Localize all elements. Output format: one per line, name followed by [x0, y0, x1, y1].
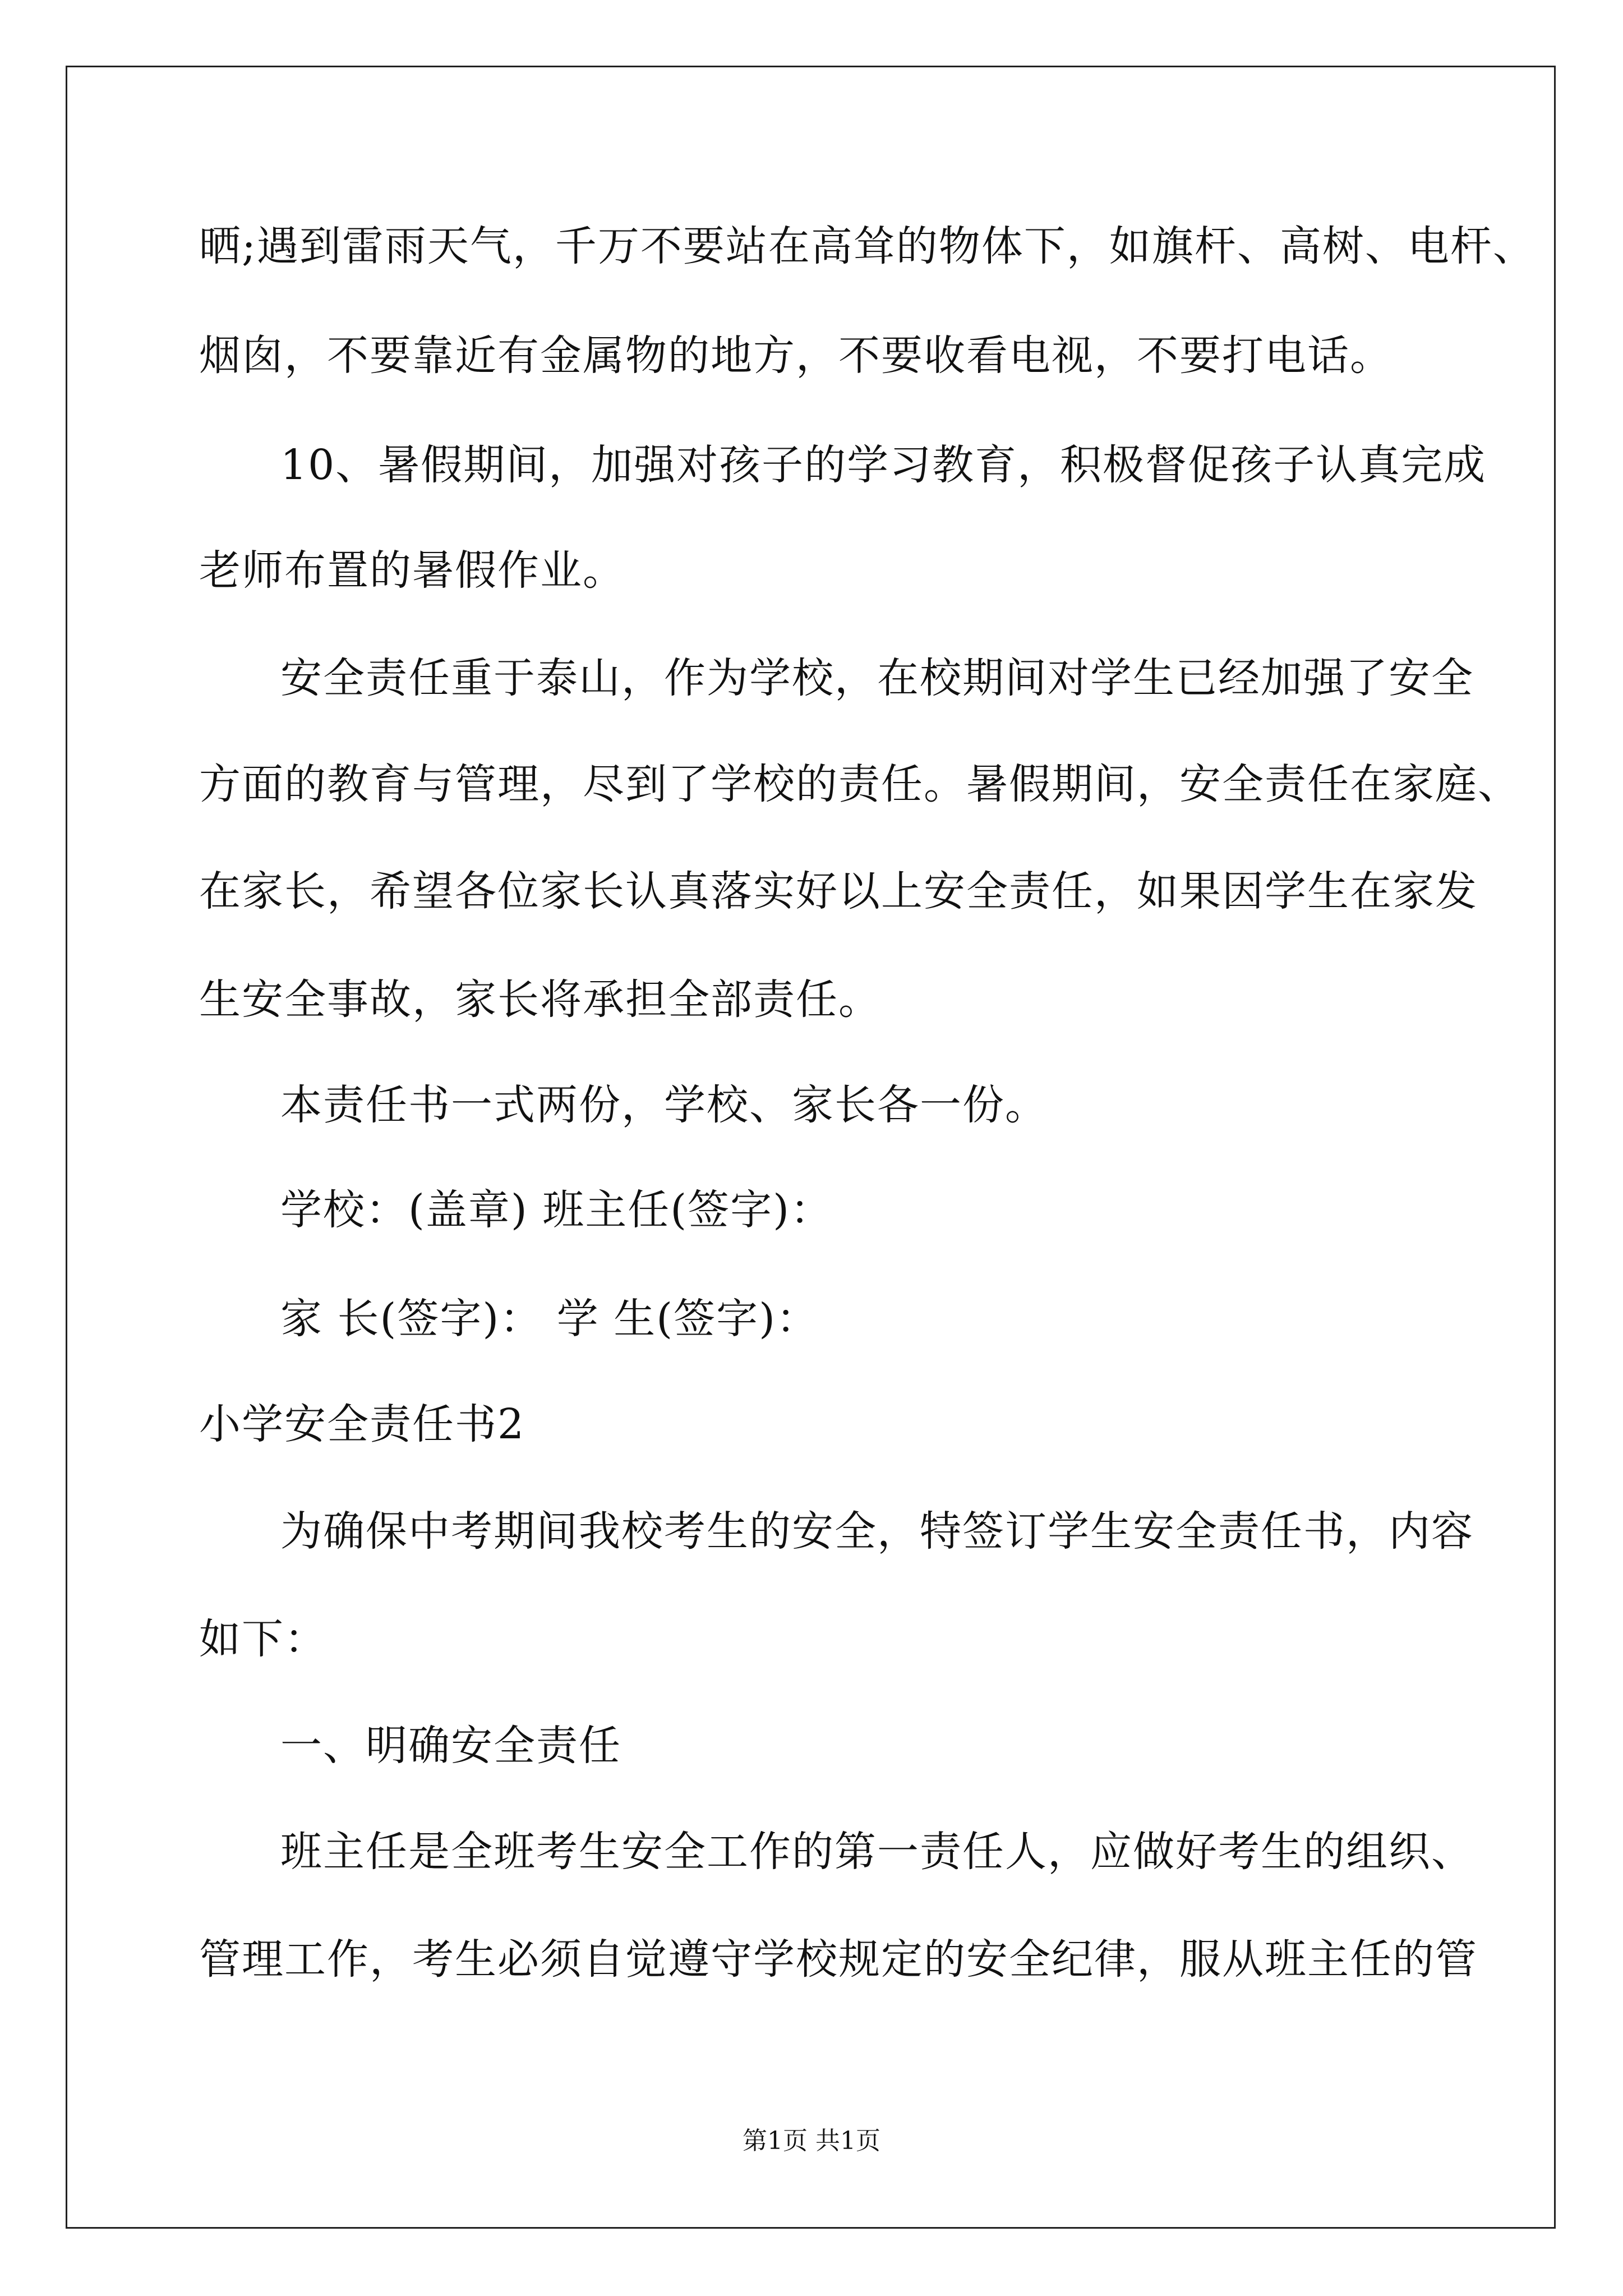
body-line: 在家长，希望各位家长认真落实好以上安全责任，如果因学生在家发	[199, 867, 1478, 915]
section-heading: 小学安全责任书2	[199, 1400, 525, 1448]
signature-line-parent: 家 长(签字)： 学 生(签字)：	[280, 1295, 819, 1343]
body-line: 老师布置的暑假作业。	[199, 546, 625, 595]
body-line: 管理工作，考生必须自觉遵守学校规定的安全纪律，服从班主任的管	[199, 1935, 1478, 1984]
body-line: 本责任书一式两份，学校、家长各一份。	[280, 1081, 1048, 1129]
body-line: 烟囱，不要靠近有金属物的地方，不要收看电视，不要打电话。	[199, 332, 1393, 380]
body-line: 班主任是全班考生安全工作的第一责任人，应做好考生的组织、	[280, 1828, 1474, 1876]
body-line: 为确保中考期间我校考生的安全，特签订学生安全责任书，内容	[280, 1507, 1474, 1556]
subheading: 一、明确安全责任	[280, 1722, 621, 1770]
page-border	[66, 66, 1556, 2229]
body-line: 安全责任重于泰山，作为学校，在校期间对学生已经加强了安全	[280, 654, 1474, 702]
body-line: 方面的教育与管理，尽到了学校的责任。暑假期间，安全责任在家庭、	[199, 760, 1520, 808]
body-line: 如下：	[199, 1615, 327, 1663]
body-line: 晒;遇到雷雨天气，千万不要站在高耸的物体下，如旗杆、高树、电杆、	[199, 222, 1536, 270]
page-footer: 第1页 共1页	[743, 2127, 880, 2155]
body-line: 10、暑假期间，加强对孩子的学习教育，积极督促孩子认真完成	[280, 441, 1487, 489]
body-line: 生安全事故，家长将承担全部责任。	[199, 976, 881, 1024]
signature-line-school: 学校：(盖章) 班主任(签字)：	[280, 1186, 833, 1234]
